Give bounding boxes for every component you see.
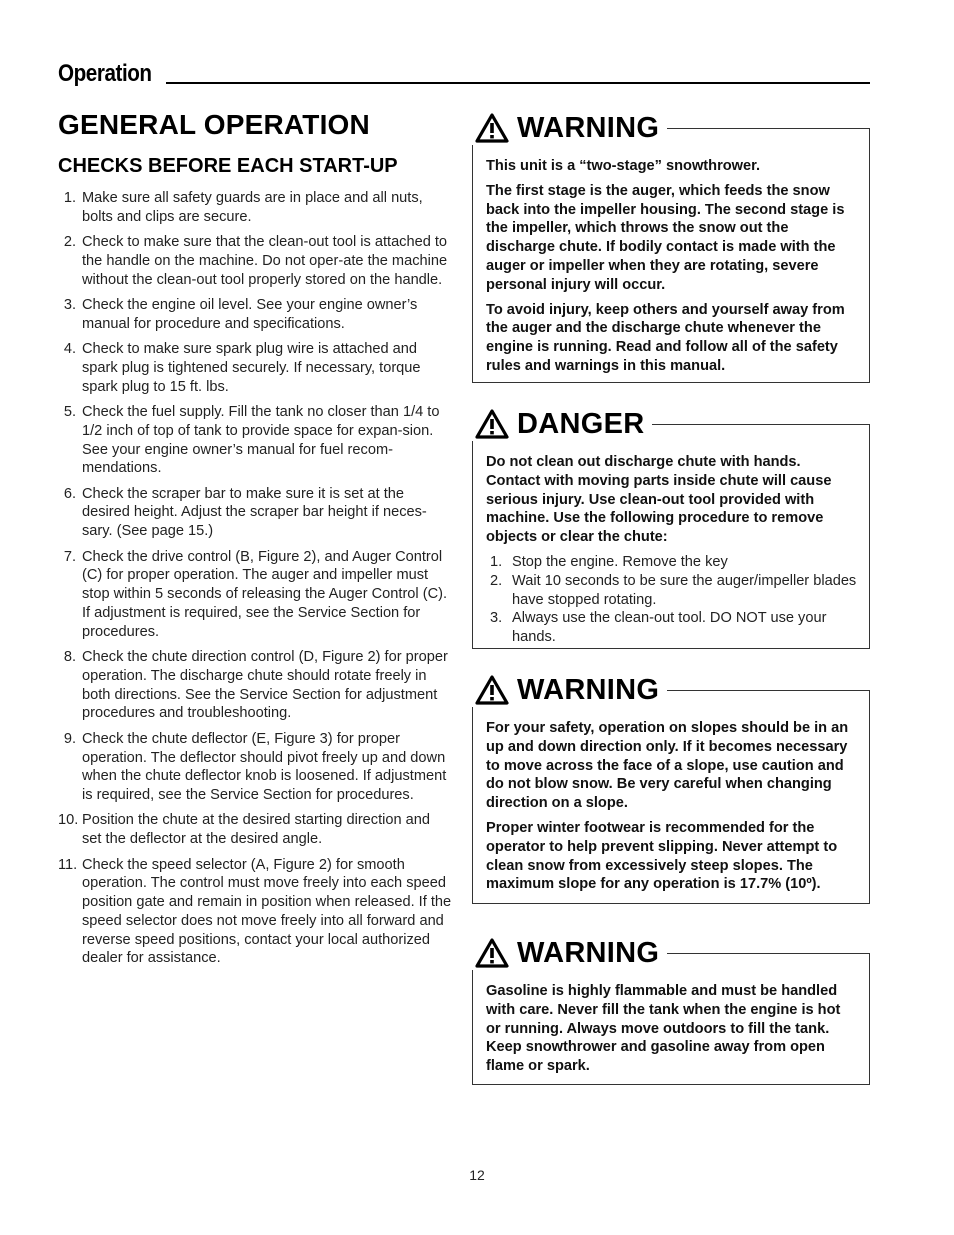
danger-box — [472, 407, 870, 649]
list-item — [58, 811, 453, 849]
warning-paragraph: To avoid injury, keep others and yourself away from the auger and the discharge chute whenever the engine is running. Read and follow all of the safety rules and warnings in this manual. — [486, 301, 845, 374]
list-item-number: 2. — [63, 234, 76, 251]
warning-box-slopes — [472, 673, 870, 904]
list-item-text: Position the chute at the desired starting direction and set the deflector at the desired angle. — [82, 812, 431, 848]
warning-box-body — [486, 157, 857, 382]
warning-triangle-icon — [475, 675, 509, 705]
list-item-text: Check the fuel supply. Fill the tank no closer than 1/4 to 1/2 inch of top of tank to provide space for expan-sion. See your engine owner’s manual for fuel recom-mendations. — [82, 403, 440, 477]
warning-box-header — [471, 111, 667, 145]
list-item-number: 1. — [63, 190, 76, 206]
warning-box-body — [486, 719, 857, 900]
warning-paragraph: This unit is a “two-stage” snowthrower. — [486, 158, 761, 174]
list-item-text: Wait 10 seconds to be sure the auger/impeller blades have stopped rotating. — [512, 572, 857, 608]
list-item — [58, 296, 453, 334]
list-item — [486, 609, 857, 647]
section-rule — [166, 82, 870, 84]
warning-triangle-icon — [475, 938, 509, 968]
list-item — [486, 553, 857, 572]
list-item-text: Check the speed selector (A, Figure 2) for smooth operation. The control must move freely into each speed position gate and remain in position when released. If the speed selector does not move freely into all forward and reverse speed positions, contact your local authorized dealer for assistance. — [82, 856, 452, 967]
list-item — [58, 233, 453, 289]
list-item-number: 3. — [490, 610, 503, 627]
list-item-number: 8. — [63, 649, 76, 666]
warning-paragraph: Proper winter footwear is recommended for the operator to help prevent slipping. Never attempt to clean snow from excessively steep slopes. The maximum slope for any operation is 17.7% (10º). — [486, 819, 838, 893]
list-item-text: Check the scraper bar to make sure it is set at the desired height. Adjust the scraper bar height if neces-sary. (See page 15.) — [82, 485, 427, 540]
list-item-text: Check the chute direction control (D, Figure 2) for proper operation. The discharge chute should rotate freely in both directions. See the Service Section for adjustment procedures and troubleshooting. — [82, 649, 448, 722]
list-item-text: Check to make sure that the clean-out tool is attached to the handle on the machine. Do not oper-ate the machine without the clean-out tool properly stored on the handle. — [82, 234, 448, 288]
list-item — [58, 856, 453, 969]
list-item — [486, 572, 857, 610]
warning-box-body — [486, 982, 857, 1082]
list-item — [58, 403, 453, 478]
checks-heading: CHECKS BEFORE EACH START-UP — [58, 155, 398, 177]
warning-label: WARNING — [517, 936, 660, 969]
list-item — [58, 485, 453, 541]
list-item-number: 2. — [490, 572, 503, 589]
list-item — [58, 648, 453, 723]
warning-box-gasoline — [472, 936, 870, 1085]
list-item-number: 6. — [63, 485, 76, 502]
warning-box-header — [471, 936, 667, 970]
warning-triangle-icon — [475, 409, 509, 439]
checks-list — [58, 189, 453, 975]
list-item-text: Check the engine oil level. See your engine owner’s manual for procedure and specifications. — [82, 296, 418, 332]
warning-paragraph: Gasoline is highly flammable and must be handled with care. Never fill the tank when the engine is hot or running. Always move outdoors to fill the tank. Keep snowthrower and gasoline away from open flame or spark. — [486, 983, 841, 1075]
list-item-text: Check to make sure spark plug wire is attached and spark plug is tightened securely. If necessary, torque spark plug to 15 ft. lbs. — [82, 341, 421, 395]
warning-label: WARNING — [517, 111, 660, 144]
list-item-text: Always use the clean-out tool. DO NOT use your hands. — [512, 610, 827, 646]
danger-paragraph: Do not clean out discharge chute with hands. Contact with moving parts inside chute will cause serious injury. Use clean-out tool provided with machine. Use the following procedure to remove objects or clear the chute: — [486, 454, 832, 546]
list-item — [58, 340, 453, 396]
list-item-text: Check the drive control (B, Figure 2), and Auger Control (C) for proper operation. The auger and impeller must stop within 5 seconds of releasing the Auger Control (C). If adjustment is required, see the Service Section for procedures. — [82, 548, 448, 640]
warning-triangle-icon — [475, 113, 509, 143]
danger-label: DANGER — [517, 407, 645, 440]
list-item — [58, 730, 453, 805]
danger-box-body — [486, 453, 857, 647]
list-item-text: Make sure all safety guards are in place and all nuts, bolts and clips are secure. — [82, 190, 423, 225]
list-item-number: 3. — [63, 296, 76, 313]
list-item — [58, 548, 453, 642]
warning-box-header — [471, 673, 667, 707]
danger-steps — [486, 553, 857, 647]
list-item-text: Stop the engine. Remove the key — [512, 553, 728, 570]
warning-label: WARNING — [517, 673, 660, 706]
warning-box-two-stage — [472, 111, 870, 383]
list-item-number: 11. — [58, 856, 78, 873]
list-item — [58, 189, 453, 227]
list-item-number: 4. — [63, 341, 76, 358]
list-item-text: Check the chute deflector (E, Figure 3) for proper operation. The deflector should pivot freely up and down when the chute deflector knob is loosened. If adjustment is required, see the Service Section for procedures. — [82, 730, 447, 804]
danger-box-header — [471, 407, 652, 441]
page-title: GENERAL OPERATION — [58, 109, 370, 140]
list-item-number: 5. — [63, 403, 76, 420]
warning-paragraph: For your safety, operation on slopes should be in an up and down direction only. If it becomes necessary to move across the face of a slope, use caution and do not blow snow. Be very careful when changing direction on a slope. — [486, 720, 849, 812]
page-number: 12 — [469, 1167, 485, 1183]
list-item-number: 7. — [63, 548, 76, 565]
warning-paragraph: The first stage is the auger, which feeds the snow back into the impeller housing. The second stage is the impeller, which throws the snow out the discharge chute. If bodily contact is made with the auger or impeller when they are rotating, severe personal injury will occur. — [486, 182, 845, 293]
list-item-number: 9. — [63, 730, 76, 747]
section-header — [58, 60, 870, 90]
list-item-number: 1. — [490, 553, 503, 570]
section-title: Operation — [58, 60, 152, 87]
list-item-number: 10. — [58, 812, 79, 829]
